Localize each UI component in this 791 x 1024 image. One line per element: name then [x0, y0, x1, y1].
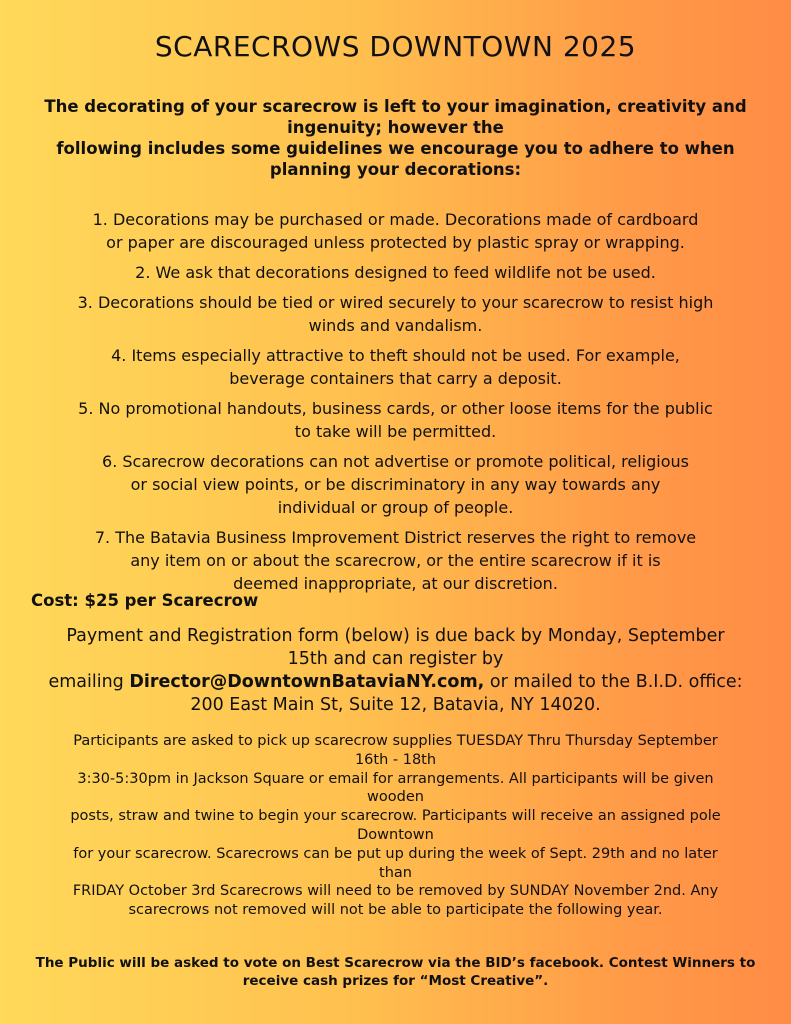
guideline-line: 5. No promotional handouts, business cards, or other loose items for the public: [78, 399, 713, 418]
guideline-line: beverage containers that carry a deposit.: [229, 369, 562, 388]
guideline-item: [30, 526, 761, 595]
pickup-line: Participants are asked to pick up scarecrow supplies TUESDAY Thru Thursday September: [73, 733, 718, 749]
contact-email: Director@DowntownBataviaNY.com,: [129, 672, 485, 692]
payment-paragraph: [20, 625, 771, 717]
intro-line: ingenuity; however the: [287, 118, 504, 137]
cost-label: Cost: $25 per Scarecrow: [31, 591, 259, 610]
pickup-line: FRIDAY October 3rd Scarecrows will need to be removed by SUNDAY November 2nd. Any: [72, 883, 719, 900]
payment-text: or mailed to the B.I.D. office:: [484, 672, 743, 692]
guideline-item: [30, 450, 761, 519]
pickup-line: posts, straw and twine to begin your scarecrow. Participants will receive an assigned pole: [70, 808, 721, 825]
intro-line: The decorating of your scarecrow is left to your imagination, creativity and: [44, 97, 747, 116]
payment-line: 15th and can register by: [287, 649, 504, 669]
guideline-item: [30, 344, 761, 390]
pickup-paragraph: [15, 732, 776, 920]
payment-line: [20, 671, 771, 694]
intro-line: planning your decorations:: [269, 160, 522, 179]
office-address: 200 East Main St, Suite 12, Batavia, NY 14020.: [190, 695, 601, 715]
page-title: SCARECROWS DOWNTOWN 2025: [154, 30, 637, 63]
guideline-line: or social view points, or be discriminatory in any way towards any: [130, 475, 661, 494]
voting-line: receive cash prizes for “Most Creative”.: [242, 973, 549, 989]
pickup-line: wooden: [367, 789, 424, 806]
pickup-line: 16th - 18th: [354, 751, 437, 768]
pickup-line: Downtown: [357, 826, 434, 843]
guideline-line: any item on or about the scarecrow, or the entire scarecrow if it is: [130, 551, 661, 570]
guideline-line: to take will be permitted.: [294, 422, 497, 441]
guideline-item: [30, 261, 761, 284]
pickup-line: 3:30-5:30pm in Jackson Square or email for arrangements. All participants will be given: [77, 770, 714, 787]
pickup-line: for your scarecrow. Scarecrows can be put up during the week of Sept. 29th and no later: [73, 845, 718, 862]
guideline-line: winds and vandalism.: [308, 316, 483, 335]
guideline-item: [30, 208, 761, 254]
payment-line: Payment and Registration form (below) is due back by Monday, September: [66, 626, 725, 646]
voting-line: The Public will be asked to vote on Best Scarecrow via the BID’s facebook. Contest Winners to: [35, 955, 756, 971]
guideline-line: 4. Items especially attractive to theft should not be used. For example,: [111, 346, 680, 365]
guideline-line: deemed inappropriate, at our discretion.: [233, 574, 558, 593]
guideline-item: [30, 397, 761, 443]
pickup-line: than: [379, 864, 412, 881]
guidelines-list: [30, 208, 761, 602]
intro-paragraph: [25, 96, 766, 180]
guideline-line: individual or group of people.: [277, 498, 514, 517]
guideline-line: 2. We ask that decorations designed to feed wildlife not be used.: [135, 263, 656, 282]
voting-note: [15, 954, 776, 990]
guideline-line: 3. Decorations should be tied or wired securely to your scarecrow to resist high: [77, 293, 714, 312]
intro-line: following includes some guidelines we encourage you to adhere to when: [56, 139, 735, 158]
guideline-line: 1. Decorations may be purchased or made. Decorations made of cardboard: [92, 210, 699, 229]
guideline-line: 7. The Batavia Business Improvement District reserves the right to remove: [94, 528, 697, 547]
payment-text: emailing: [48, 672, 130, 692]
guideline-line: 6. Scarecrow decorations can not advertise or promote political, religious: [102, 452, 689, 471]
guideline-item: [30, 291, 761, 337]
guideline-line: or paper are discouraged unless protected by plastic spray or wrapping.: [106, 233, 685, 252]
pickup-line: scarecrows not removed will not be able to participate the following year.: [128, 902, 663, 919]
